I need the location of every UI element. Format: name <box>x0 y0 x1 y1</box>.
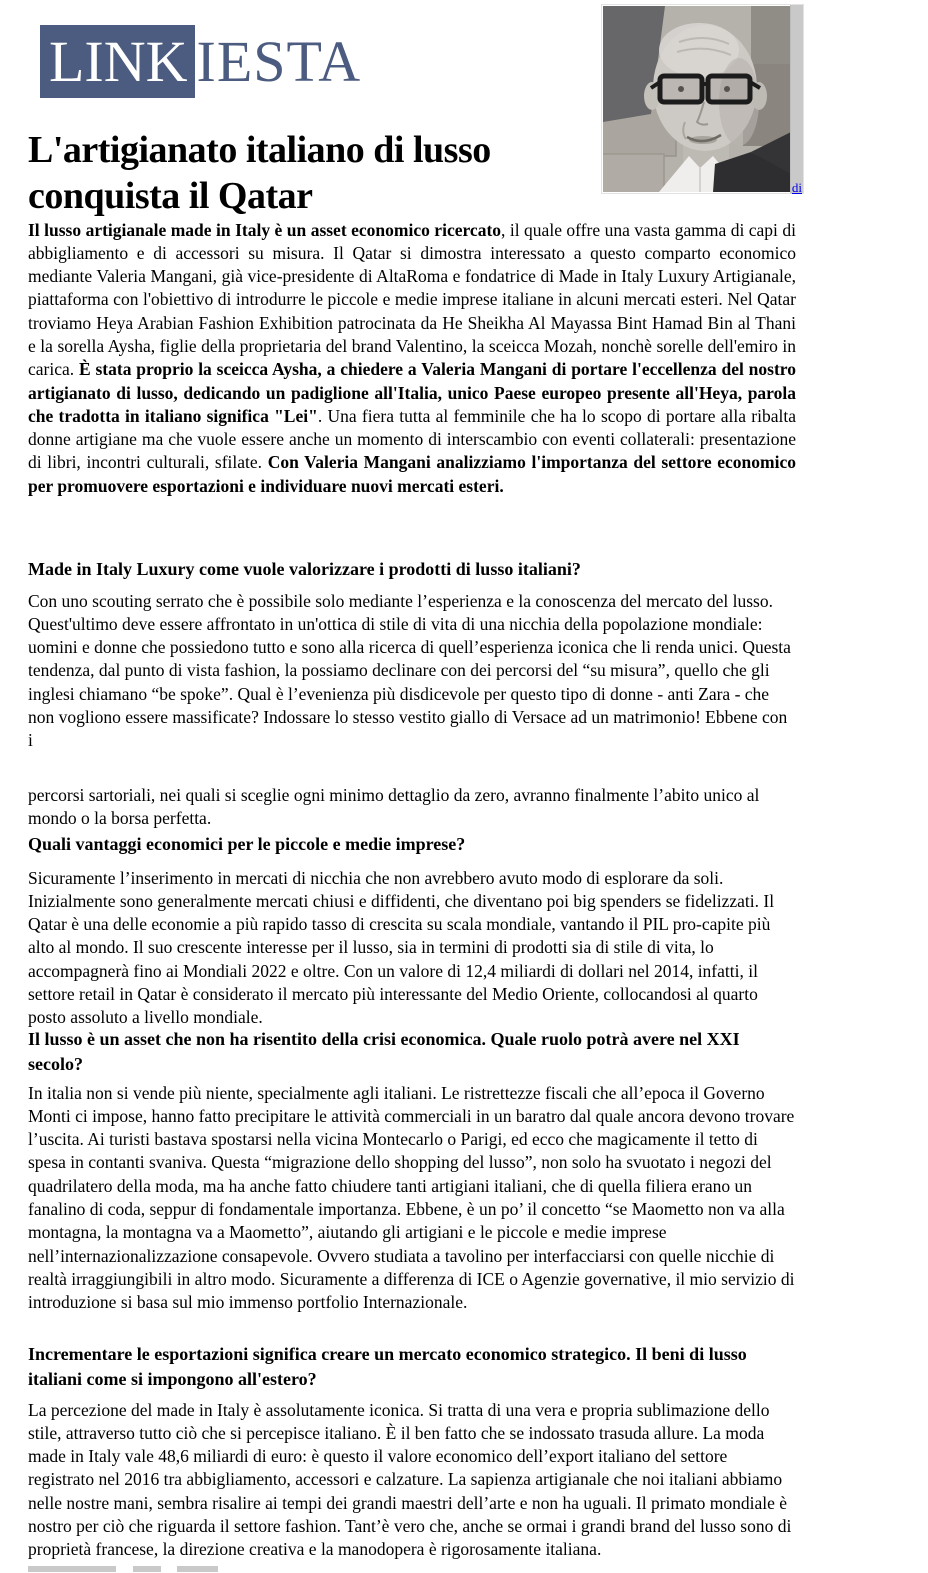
linkiesta-logo[interactable] <box>40 25 361 98</box>
answer-paragraph-2: Sicuramente l’inserimento in mercati di nicchia che non avrebbero avuto modo di esplorare da soli. Inizialmente sono generalmente mercati chiusi e diffidenti, che diventano poi big spenders se fidelizzati. Il Qatar è una delle economie a più rapido tasso di crescita su scala mondiale, vantando il PIL pro-capite più alto al mondo. Il suo crescente interesse per il lusso, sia in termini di prodotti sia di stile di vita, lo accompagnerà fino ai Mondiali 2022 e oltre. Con un valore di 12,4 miliardi di dollari nel 2014, infatti, il settore retail in Qatar è considerato il mercato più interessante del Medio Oriente, collocandosi al quarto posto assoluto a livello mondiale. <box>28 867 775 1028</box>
answer-paragraph-4: La percezione del made in Italy è assolutamente iconica. Si tratta di una vera e propria sublimazione dello stile, attraverso tutto ciò che si percepisce italiano. È il ben fatto che se indossato trasuda allure. La moda made in Italy vale 48,6 miliardi di euro: è questo il valore economico dell’export italiano del settore registrato nel 2016 tra abbigliamento, accessori e calzature. La sapienza artigianale che noi italiani abbiamo nelle nostre mani, sembra risalire ai tempi dei grandi maestri dell’arte e non ha uguali. Il primato mondiale è nostro per ciò che riguarda il settore fashion. Tant’è vero che, anche se ormai i grandi brand del lusso sono di proprietà francese, la direzione creativa e la manodopera è rigorosamente italiana. <box>28 1399 792 1560</box>
question-heading-4: Incrementare le esportazioni significa creare un mercato economico strategico. Il beni di lusso italiani come si impongono all'estero? <box>28 1343 747 1389</box>
answer-paragraph-1-continued: percorsi sartoriali, nei quali si sceglie ogni minimo dettaglio da zero, avranno finalmente l’abito unico al mondo o la borsa perfetta. <box>28 784 760 828</box>
truncated-bottom-text <box>133 1566 161 1572</box>
question-heading-3: Il lusso è un asset che non ha risentito della crisi economica. Quale ruolo potrà avere nel XXI secolo? <box>28 1028 740 1074</box>
intro-paragraph: Il lusso artigianale made in Italy è un asset economico ricercato, il quale offre una vasta gamma di capi di abbigliamento e di accessori su misura. Il Qatar si dimostra interessato a questo comparto economico mediante Valeria Mangani, già vice-presidente di AltaRoma e fondatrice di Made in Italy Luxury Artigianale, piattaforma con l'obiettivo di introdurre le piccole e medie imprese italiane in alcuni mercati esteri. Nel Qatar troviamo Heya Arabian Fashion Exhibition patrocinata da He Sheikha Al Mayassa Bint Hamad Bin al Thani e la sorella Aysha, figlie della proprietaria del brand Valentino, la sceicca Mozah, nonchè sorelle dell'emiro in carica. È stata proprio la sceicca Aysha, a chiedere a Valeria Mangani di portare l'eccellenza del nostro artigianato di lusso, dedicando un padiglione all'Italia, unico Paese europeo presente all'Heya, parola che tradotta in italiano significa "Lei". Una fiera tutta al femminile che ha lo scopo di portare alla ribalta donne artigiane ma che vuole essere anche un momento di interscambio con eventi collaterali: presentazione di libri, incontri culturali, sfilate. Con Valeria Mangani analizziamo l'importanza del settore economico per promuovere esportazioni e individuare nuovi mercati esteri. <box>28 219 796 496</box>
photo-scroll-strip <box>790 5 803 193</box>
logo-text: IESTA <box>196 29 362 94</box>
answer-paragraph-3: In italia non si vende più niente, specialmente agli italiani. Le ristrettezze fiscali che all’epoca il Governo Monti ci impose, hanno fatto precipitare le attività commerciali in un baratro dal quale ancora devono trovare l’uscita. Ai turisti bastava spostarsi nella vicina Montecarlo o Parigi, ed ecco che magicamente il tetto di spesa in contanti svaniva. Questa “migrazione dello shopping del lusso”, non solo ha svuotato i negozi del quadrilatero della moda, ma ha anche fatto chiudere tanti artigiani italiani, che di quella filiera erano un fanalino di coda, seppur di fondamentale importanza. Ebbene, è un po’ il concetto “se Maometto non va alla montagna, la montagna va a Maometto”, aiutando gli artigiani e le piccole e medie imprese nell’internazionalizzazione consapevole. Ovvero studiata a tavolino per interfacciarsi con quelle nicchie di realtà irraggiungibili in altro modo. Sicuramente a differenza di ICE o Agenzie governative, il mio servizio di introduzione si basa sul mio immenso portfolio Internazionale. <box>28 1082 795 1313</box>
truncated-bottom-text <box>177 1566 218 1572</box>
article-header <box>0 0 928 218</box>
question-heading-1: Made in Italy Luxury come vuole valorizzare i prodotti di lusso italiani? <box>28 558 581 579</box>
truncated-bottom-text <box>28 1566 116 1572</box>
author-portrait-image <box>603 6 791 192</box>
question-heading-2: Quali vantaggi economici per le piccole e medie imprese? <box>28 833 466 854</box>
answer-paragraph-1: Con uno scouting serrato che è possibile solo mediante l’esperienza e la conoscenza del mercato del lusso. Quest'ultimo deve essere affrontato in un'ottica di stile di vita di una nicchia della popolazione mondiale: uomini e donne che possiedono tutto e sono alla ricerca di quell’esperienza iconica che li renda unici. Questa tendenza, dal punto di vista fashion, la possiamo declinare con dei percorsi del “su misura”, quello che gli inglesi chiamano “be spoke”. Qual è l’evenienza più disdicevole per questo tipo di donne - anti Zara - che non vogliono essere massificate? Indossare lo stesso vestito giallo di Versace ad un matrimonio! Ebbene con i <box>28 590 791 751</box>
author-photo <box>601 4 804 194</box>
byline-link[interactable]: di <box>791 180 802 195</box>
page-title: L'artigianato italiano di lusso conquista il Qatar <box>28 129 491 218</box>
logo-box: LINK <box>40 25 195 98</box>
